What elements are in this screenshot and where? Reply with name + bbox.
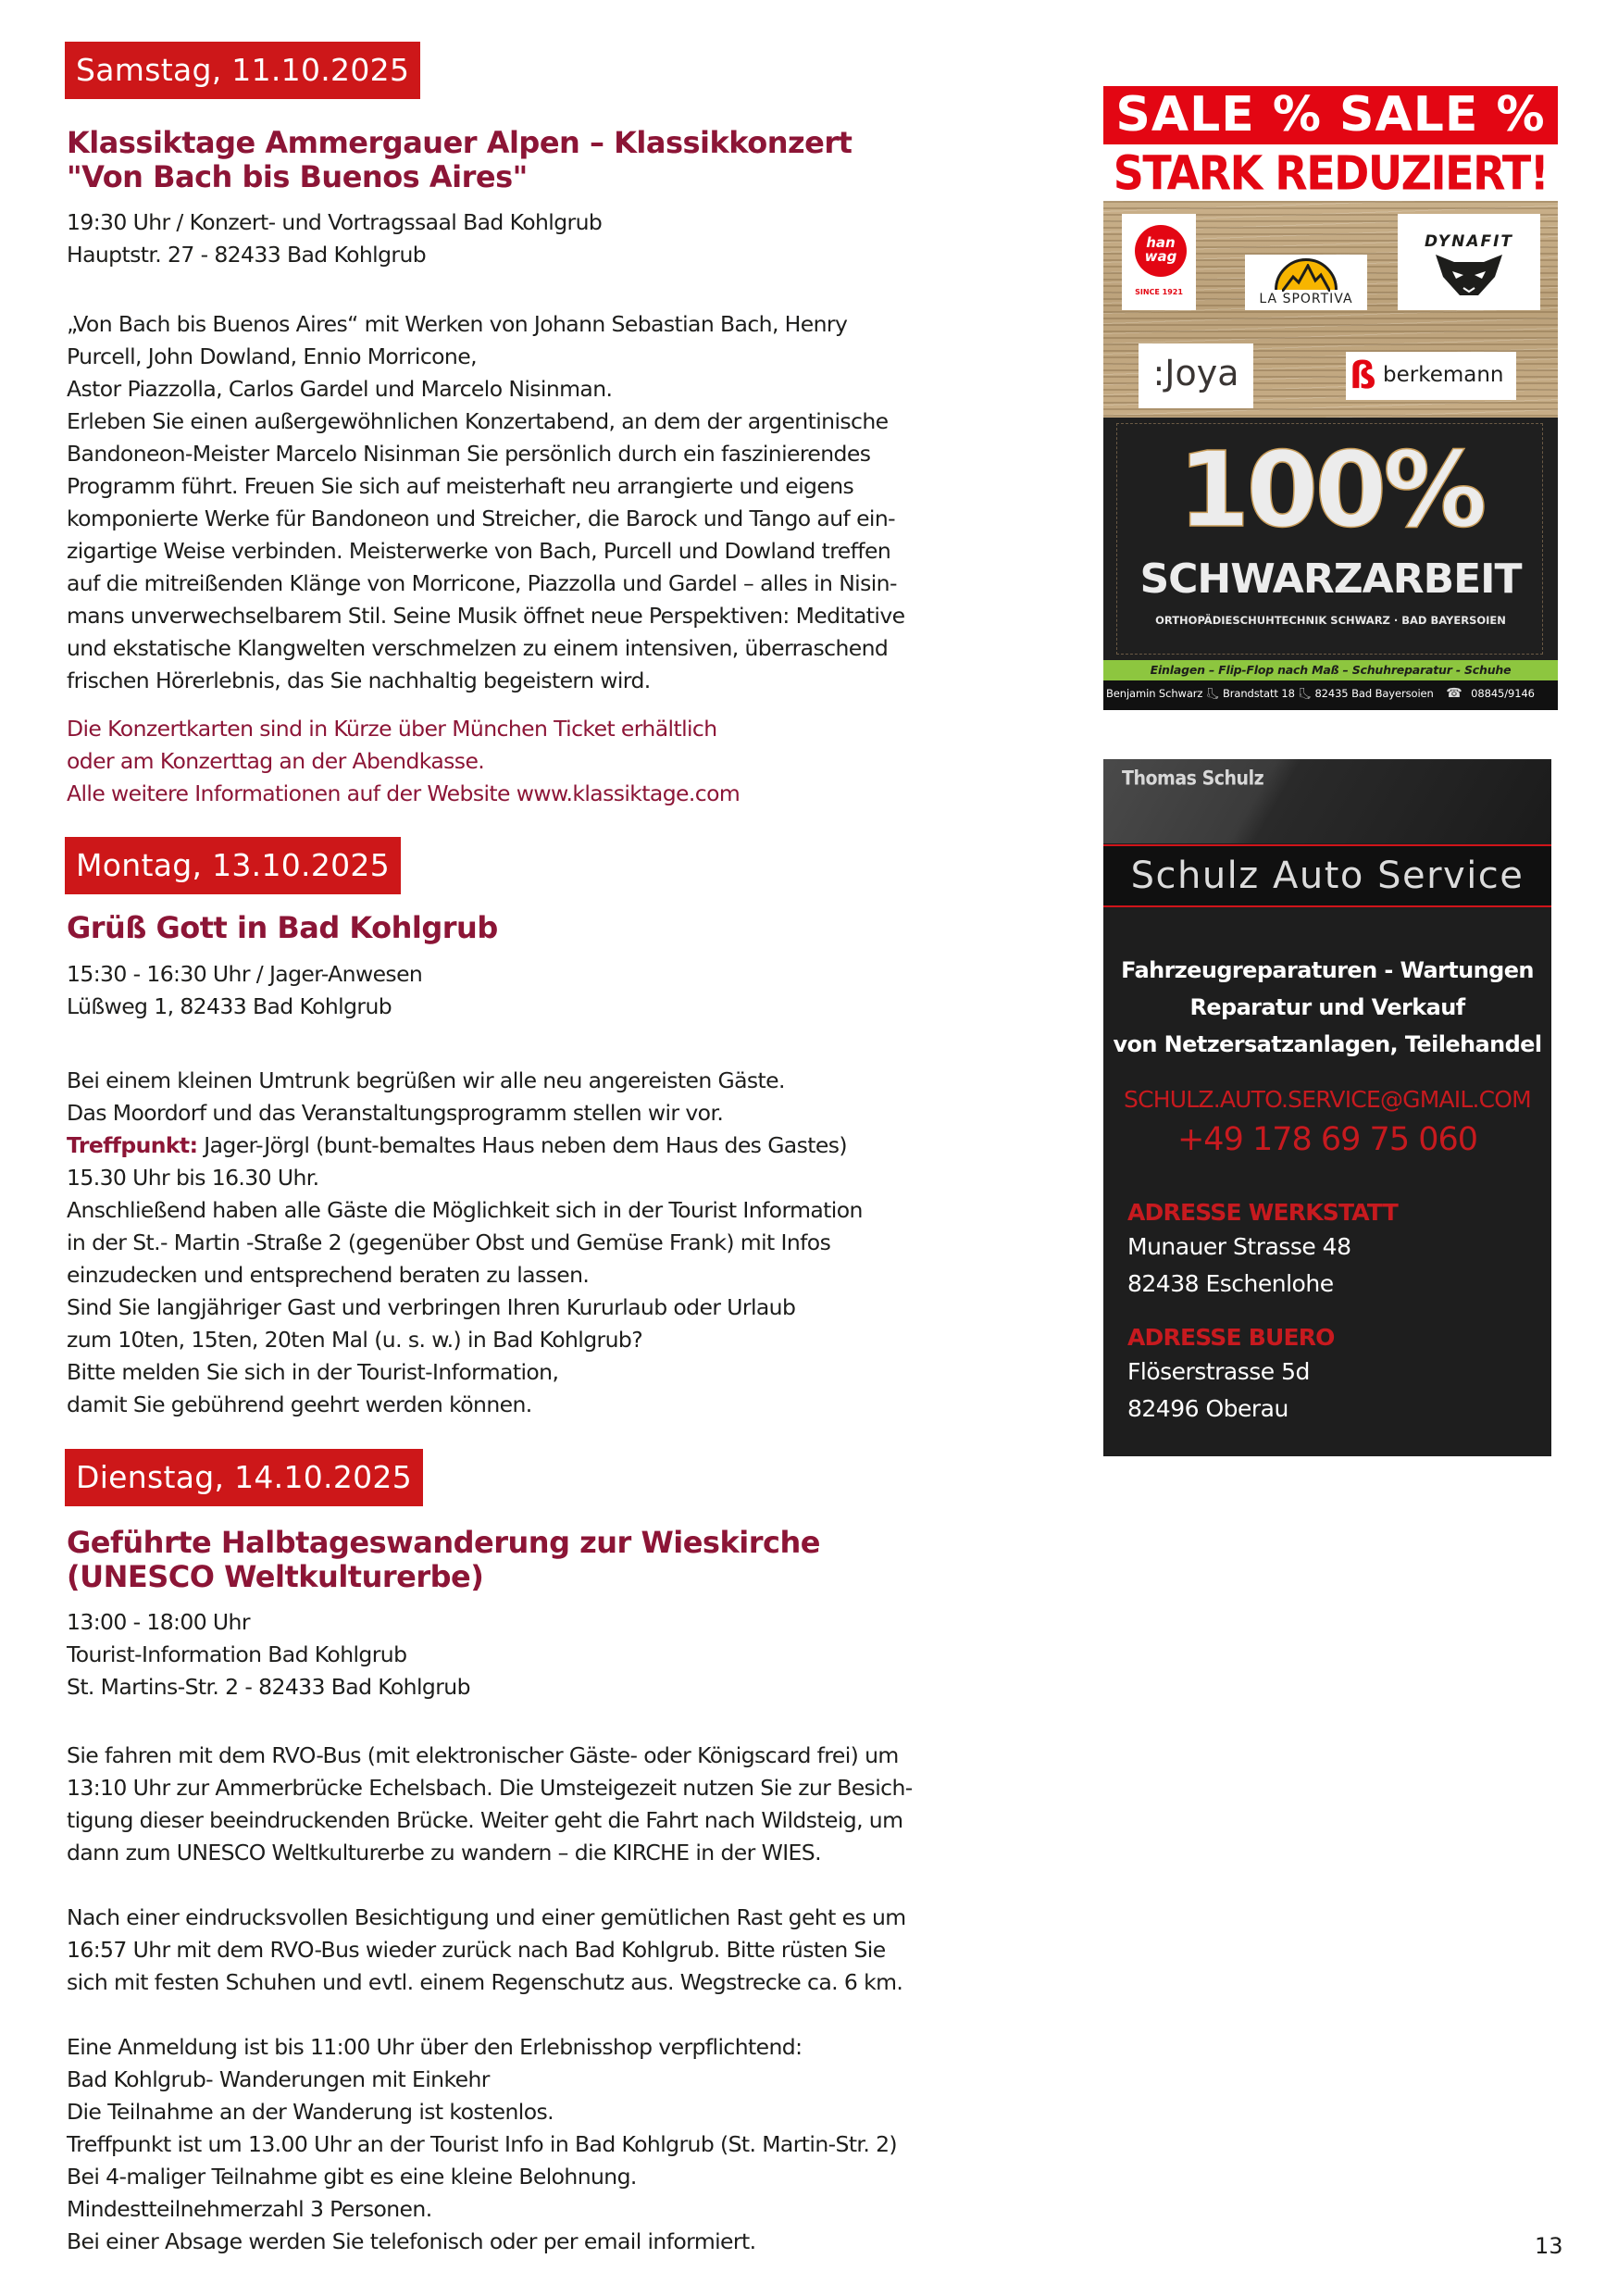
text-line: und ekstatische Klangwelten verschmelzen zu einem intensiven, überraschend: [67, 635, 889, 661]
service-line: Fahrzeugreparaturen - Wartungen: [1121, 957, 1534, 983]
sale-banner: SALE % SALE %: [1103, 86, 1558, 144]
address-line: 82496 Oberau: [1127, 1395, 1288, 1422]
text-line: Mindestteilnehmerzahl 3 Personen.: [67, 2196, 432, 2222]
footprint-icon: 🦶︎: [1205, 687, 1220, 700]
event-title-line: Geführte Halbtageswanderung zur Wieskirche: [67, 1525, 820, 1560]
joya-logo: [1139, 343, 1253, 408]
text-line: Sie fahren mit dem RVO-Bus (mit elektronischer Gäste- oder Königscard frei) um: [67, 1742, 899, 1768]
schwarzarbeit-headline: SCHWARZARBEIT: [1139, 555, 1522, 603]
ad-schulz-auto-service[interactable]: [1103, 759, 1551, 1456]
text-line: zum 10ten, 15ten, 20ten Mal (u. s. w.) in Bad Kohlgrub?: [67, 1327, 643, 1353]
website-link-line[interactable]: Alle weitere Informationen auf der Website www.klassiktage.com: [67, 780, 741, 806]
text-line: Bei 4-maliger Teilnahme gibt es eine kleine Belohnung.: [67, 2164, 637, 2190]
phone-icon: ☎: [1446, 686, 1462, 701]
hanwag-since: SINCE 1921: [1135, 288, 1183, 296]
contact-strip: [1103, 680, 1558, 710]
text-line: mans unverwechselbarem Stil. Seine Musik öffnet neue Perspektiven: Meditative: [67, 603, 905, 629]
event-title-line: "Von Bach bis Buenos Aires": [67, 159, 528, 194]
event-time: 13:00 - 18:00 Uhr: [67, 1609, 250, 1635]
event-description: [67, 1065, 863, 1421]
text-line: in der St.- Martin -Straße 2 (gegenüber Obst und Gemüse Frank) mit Infos: [67, 1229, 831, 1255]
la-sportiva-name: LA SPORTIVA: [1259, 292, 1353, 306]
date-badge: Dienstag, 14.10.2025: [65, 1449, 423, 1506]
text-line: Anschließend haben alle Gäste die Möglichkeit sich in der Tourist Information: [67, 1197, 863, 1223]
text-line: 13:10 Uhr zur Ammerbrücke Echelsbach. Die Umsteigezeit nutzen Sie zur Besich-: [67, 1775, 913, 1801]
text-line: 16:57 Uhr mit dem RVO-Bus wieder zurück nach Bad Kohlgrub. Bitte rüsten Sie: [67, 1937, 886, 1963]
event-description: [67, 308, 905, 697]
text-line: auf die mitreißenden Klänge von Morricone, Piazzolla und Gardel – alles in Nisin-: [67, 570, 897, 596]
berkemann-logo: [1346, 352, 1516, 400]
text-line: 15.30 Uhr bis 16.30 Uhr.: [67, 1165, 319, 1191]
text-line: Erleben Sie einen außergewöhnlichen Konzertabend, an dem der argentinische: [67, 408, 889, 434]
service-line: Reparatur und Verkauf: [1189, 994, 1465, 1020]
date-badge: Montag, 13.10.2025: [65, 837, 401, 894]
text-line: Treffpunkt ist um 13.00 Uhr an der Tourist Info in Bad Kohlgrub (St. Martin-Str. 2): [67, 2131, 897, 2157]
text-line: Das Moordorf und das Veranstaltungsprogramm stellen wir vor.: [67, 1100, 724, 1126]
text-line: Bitte melden Sie sich in der Tourist-Information,: [67, 1359, 559, 1385]
event-title-line: Grüß Gott in Bad Kohlgrub: [67, 910, 498, 945]
text-line: sich mit festen Schuhen und evtl. einem Regenschutz aus. Wegstrecke ca. 6 km.: [67, 1969, 903, 1995]
event-title: [67, 911, 498, 945]
text-line: Eine Anmeldung ist bis 11:00 Uhr über den Erlebnisshop verpflichtend:: [67, 2034, 803, 2060]
sale-subheadline: STARK REDUZIERT!: [1113, 145, 1549, 201]
event-meta: [67, 1606, 470, 1703]
company-line: ORTHOPÄDIESCHUHTECHNIK SCHWARZ · BAD BAYERSOIEN: [1155, 614, 1506, 627]
footprint-icon: 🦶︎: [1298, 687, 1312, 700]
text-line: frischen Hörerlebnis, das Sie nachhaltig begeistern wird.: [67, 668, 651, 693]
joya-name: :Joya: [1152, 353, 1239, 393]
company-name: Schulz Auto Service: [1103, 846, 1551, 905]
address-line: 82438 Eschenlohe: [1127, 1270, 1334, 1297]
schwarzarbeit-panel: [1103, 418, 1558, 660]
text-line: Astor Piazzolla, Carlos Gardel und Marcelo Nisinman.: [67, 376, 613, 402]
event-title: [67, 1526, 820, 1594]
text-line: damit Sie gebührend geehrt werden können.: [67, 1391, 532, 1417]
event-title: [67, 126, 852, 194]
event-address: St. Martins-Str. 2 - 82433 Bad Kohlgrub: [67, 1674, 470, 1700]
text-line: „Von Bach bis Buenos Aires“ mit Werken von Johann Sebastian Bach, Henry: [67, 311, 848, 337]
contact-street: Brandstatt 18: [1223, 687, 1295, 700]
event-time-location: 19:30 Uhr / Konzert- und Vortragssaal Bad Kohlgrub: [67, 209, 603, 235]
contact-city: 82435 Bad Bayersoien: [1314, 687, 1434, 700]
text-line: Die Teilnahme an der Wanderung ist kostenlos.: [67, 2099, 554, 2125]
text-line: Programm führt. Freuen Sie sich auf meisterhaft neu arrangierte und eigens: [67, 473, 854, 499]
buero-address: [1127, 1354, 1310, 1428]
text-line: Nach einer eindrucksvollen Besichtigung und einer gemütlichen Rast geht es um: [67, 1904, 906, 1930]
treffpunkt-line: [67, 1129, 863, 1162]
text-line: zigartige Weise verbinden. Meisterwerke von Bach, Purcell und Dowland treffen: [67, 538, 891, 564]
event-address: Hauptstr. 27 - 82433 Bad Kohlgrub: [67, 242, 427, 268]
red-divider: [1103, 905, 1551, 907]
text-line: Bandoneon-Meister Marcelo Nisinman Sie persönlich durch ein faszinierendes: [67, 441, 871, 467]
event-location: Tourist-Information Bad Kohlgrub: [67, 1641, 407, 1667]
owner-name: Thomas Schulz: [1122, 767, 1264, 791]
la-sportiva-logo: [1245, 255, 1367, 310]
treffpunkt-label: Treffpunkt:: [67, 1132, 198, 1158]
text-line: komponierte Werke für Bandoneon und Streicher, die Barock und Tango auf ein-: [67, 505, 896, 531]
hanwag-circle-icon: han wag: [1135, 225, 1187, 277]
service-line: von Netzersatzanlagen, Teilehandel: [1113, 1031, 1542, 1057]
berkemann-name: berkemann: [1383, 363, 1504, 387]
text-line: Sind Sie langjähriger Gast und verbringen Ihren Kururlaub oder Urlaub: [67, 1294, 796, 1320]
event-description: [67, 1740, 913, 2258]
services-strip: Einlagen – Flip-Flop nach Maß – Schuhreparatur - Schuhe: [1103, 660, 1558, 680]
contact-phone: 08845/9146: [1471, 687, 1535, 700]
werkstatt-label: ADRESSE WERKSTATT: [1127, 1199, 1398, 1226]
text-line: Bei einem kleinen Umtrunk begrüßen wir alle neu angereisten Gäste.: [67, 1067, 785, 1093]
werkstatt-address: [1127, 1229, 1351, 1303]
hundred-percent: 100%: [1177, 430, 1484, 551]
text-line: Die Konzertkarten sind in Kürze über München Ticket erhältlich: [67, 716, 717, 742]
dynafit-logo: [1398, 214, 1540, 310]
address-line: Munauer Strasse 48: [1127, 1233, 1351, 1260]
date-badge: Samstag, 11.10.2025: [65, 42, 420, 99]
dynafit-name: DYNAFIT: [1424, 232, 1514, 251]
ad-orthopaedie-schwarz[interactable]: [1103, 86, 1558, 710]
text-line: einzudecken und entsprechend beraten zu lassen.: [67, 1262, 590, 1288]
treffpunkt-text: Jager-Jörgl (bunt-bemaltes Haus neben dem Haus des Gastes): [197, 1132, 847, 1158]
mountain-icon: [1282, 264, 1330, 292]
ticket-note: [67, 713, 740, 810]
text-line: Purcell, John Dowland, Ennio Morricone,: [67, 343, 477, 369]
brand-logos-panel: [1103, 201, 1558, 418]
services-list: [1103, 952, 1551, 1063]
text-line: oder am Konzerttag an der Abendkasse.: [67, 748, 485, 774]
email-link[interactable]: SCHULZ.AUTO.SERVICE@GMAIL.COM: [1124, 1086, 1531, 1113]
berkemann-b-icon: ß: [1350, 355, 1376, 397]
address-line: Flöserstrasse 5d: [1127, 1358, 1310, 1385]
event-meta: [67, 958, 422, 1023]
phone-number[interactable]: +49 178 69 75 060: [1176, 1121, 1478, 1158]
event-title-line: (UNESCO Weltkulturerbe): [67, 1559, 484, 1594]
snow-leopard-icon: [1432, 253, 1506, 297]
buero-label: ADRESSE BUERO: [1127, 1324, 1335, 1351]
contact-name: Benjamin Schwarz: [1106, 687, 1203, 700]
event-time-location: 15:30 - 16:30 Uhr / Jager-Anwesen: [67, 961, 423, 987]
event-address: Lüßweg 1, 82433 Bad Kohlgrub: [67, 993, 392, 1019]
text-line: Bad Kohlgrub- Wanderungen mit Einkehr: [67, 2066, 490, 2092]
text-line: Bei einer Absage werden Sie telefonisch oder per email informiert.: [67, 2228, 756, 2254]
event-meta: [67, 206, 602, 271]
text-line: tigung dieser beeindruckenden Brücke. Weiter geht die Fahrt nach Wildsteig, um: [67, 1807, 903, 1833]
event-title-line: Klassiktage Ammergauer Alpen – Klassikkonzert: [67, 125, 853, 160]
text-line: dann zum UNESCO Weltkulturerbe zu wandern – die KIRCHE in der WIES.: [67, 1840, 821, 1866]
page-number: 13: [1535, 2233, 1563, 2259]
hanwag-logo: [1122, 214, 1196, 310]
